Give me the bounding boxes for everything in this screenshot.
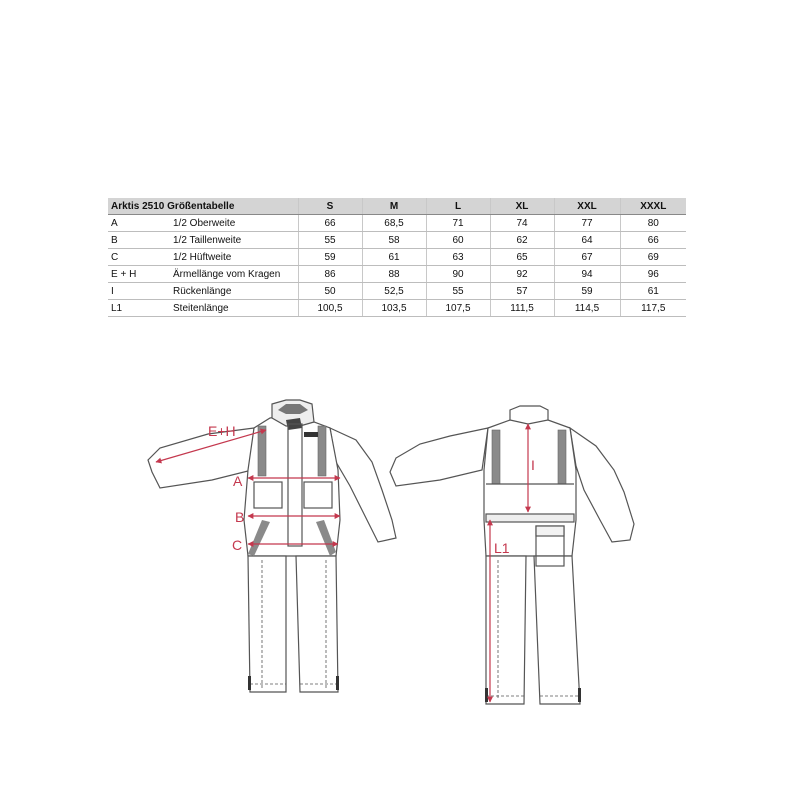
size-value: 103,5	[362, 300, 426, 317]
size-value: 64	[554, 232, 620, 249]
size-value: 59	[298, 249, 362, 266]
size-value: 68,5	[362, 215, 426, 232]
size-value: 69	[620, 249, 686, 266]
size-header: XL	[490, 198, 554, 215]
measure-code: C	[108, 249, 170, 266]
size-value: 86	[298, 266, 362, 283]
label-a: A	[233, 473, 243, 489]
back-waistband	[486, 514, 574, 522]
front-right-leg	[296, 556, 338, 692]
size-value: 66	[620, 232, 686, 249]
size-value: 65	[490, 249, 554, 266]
measure-code: B	[108, 232, 170, 249]
size-value: 61	[362, 249, 426, 266]
size-header: L	[426, 198, 490, 215]
measure-label: 1/2 Taillenweite	[170, 232, 298, 249]
table-row	[108, 266, 686, 283]
front-left-ankle-zip	[248, 676, 251, 690]
size-value: 60	[426, 232, 490, 249]
back-right-leg	[534, 556, 580, 704]
size-value: 57	[490, 283, 554, 300]
size-value: 94	[554, 266, 620, 283]
back-right-sleeve	[570, 428, 634, 542]
size-value: 74	[490, 215, 554, 232]
measure-code: A	[108, 215, 170, 232]
back-left-ankle-zip	[485, 688, 488, 702]
size-value: 77	[554, 215, 620, 232]
size-table	[108, 198, 686, 317]
size-value: 58	[362, 232, 426, 249]
size-value: 61	[620, 283, 686, 300]
label-l1: L1	[494, 540, 510, 556]
size-header: S	[298, 198, 362, 215]
size-value: 107,5	[426, 300, 490, 317]
back-right-ankle-zip	[578, 688, 581, 702]
measure-code: L1	[108, 300, 170, 317]
size-value: 71	[426, 215, 490, 232]
table-row	[108, 249, 686, 266]
label-b: B	[235, 509, 245, 525]
size-value: 59	[554, 283, 620, 300]
size-value: 66	[298, 215, 362, 232]
size-header: M	[362, 198, 426, 215]
table-body	[108, 215, 686, 317]
size-value: 55	[426, 283, 490, 300]
front-view	[148, 400, 396, 692]
back-view	[390, 406, 634, 704]
back-right-reflective-strap	[558, 430, 566, 484]
size-value: 117,5	[620, 300, 686, 317]
back-collar	[510, 406, 548, 424]
back-left-leg	[486, 556, 526, 704]
table-title: Arktis 2510 Größentabelle	[108, 198, 298, 215]
label-i: I	[531, 457, 535, 473]
size-value: 90	[426, 266, 490, 283]
measure-code: I	[108, 283, 170, 300]
size-value: 55	[298, 232, 362, 249]
table-row	[108, 300, 686, 317]
size-value: 111,5	[490, 300, 554, 317]
measure-label: 1/2 Oberweite	[170, 215, 298, 232]
coverall-diagram	[0, 390, 800, 720]
size-value: 114,5	[554, 300, 620, 317]
table-header-row	[108, 198, 686, 215]
back-left-reflective-strap	[492, 430, 500, 484]
size-value: 62	[490, 232, 554, 249]
size-value: 92	[490, 266, 554, 283]
measure-label: Steitenlänge	[170, 300, 298, 317]
front-right-reflective-strap	[318, 426, 326, 476]
size-value: 67	[554, 249, 620, 266]
measure-label: 1/2 Hüftweite	[170, 249, 298, 266]
front-left-leg	[248, 556, 286, 692]
front-chest-tag	[304, 432, 318, 437]
size-value: 80	[620, 215, 686, 232]
size-value: 96	[620, 266, 686, 283]
table-row	[108, 232, 686, 249]
measure-label: Ärmellänge vom Kragen	[170, 266, 298, 283]
back-hip-pocket-flap	[536, 526, 564, 536]
measure-label: Rückenlänge	[170, 283, 298, 300]
front-right-ankle-zip	[336, 676, 339, 690]
size-value: 50	[298, 283, 362, 300]
table-row	[108, 215, 686, 232]
table-row	[108, 283, 686, 300]
measure-code: E + H	[108, 266, 170, 283]
size-value: 100,5	[298, 300, 362, 317]
size-value: 52,5	[362, 283, 426, 300]
front-left-reflective-strap	[258, 426, 266, 476]
back-left-sleeve	[390, 428, 488, 486]
label-c: C	[232, 537, 243, 553]
size-header: XXXL	[620, 198, 686, 215]
size-value: 63	[426, 249, 490, 266]
size-header: XXL	[554, 198, 620, 215]
size-value: 88	[362, 266, 426, 283]
label-eh: E+H	[208, 423, 236, 439]
